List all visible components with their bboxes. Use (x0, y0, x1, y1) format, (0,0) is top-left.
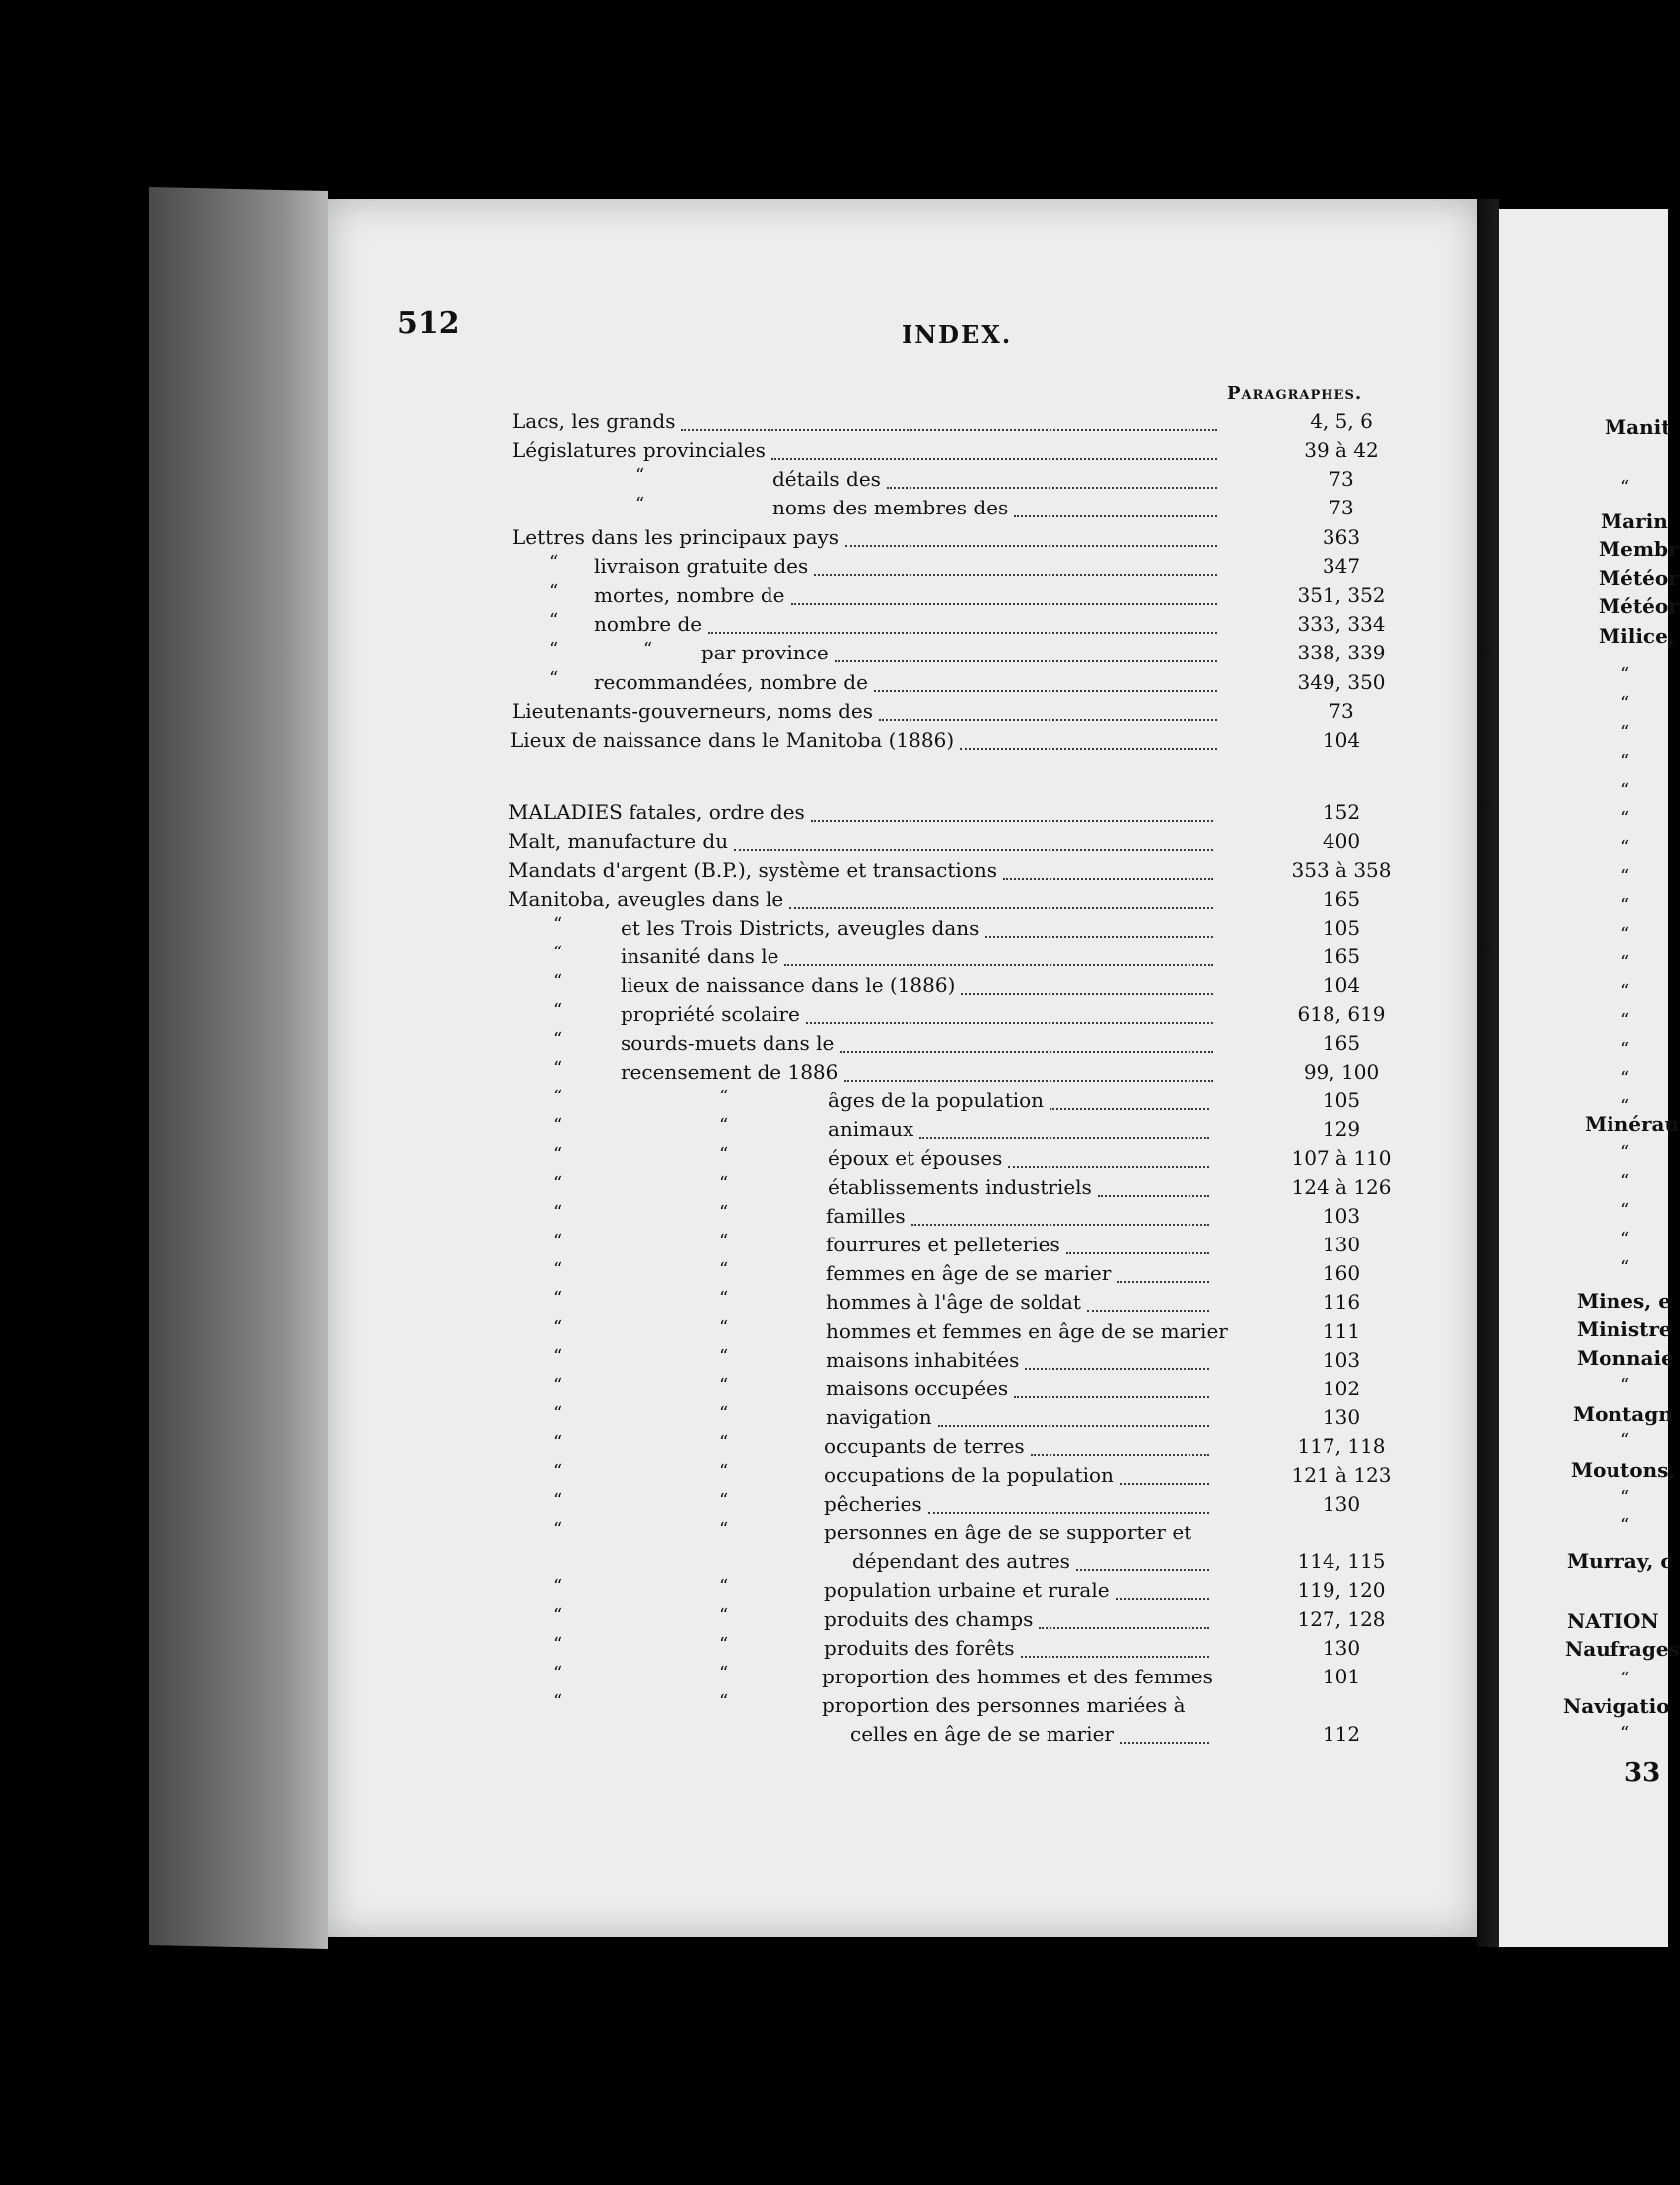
entry-paragraph-ref: 103 (1322, 1348, 1361, 1372)
ditto-mark: “ (1620, 895, 1630, 916)
index-entry (0, 1060, 1668, 1089)
entry-label: hommes à l'âge de soldat (826, 1290, 1081, 1314)
entry-paragraph-ref: 104 (1322, 973, 1361, 997)
leader-dots (734, 837, 1213, 851)
ditto-mark: “ (549, 639, 559, 659)
ditto-mark: “ (719, 1202, 729, 1223)
entry-label: sourds-muets dans le (621, 1031, 835, 1055)
leader-dots (1076, 1557, 1209, 1571)
index-entry (0, 641, 1668, 669)
page-number: 512 (397, 306, 460, 341)
entry-paragraph-ref: 165 (1322, 887, 1361, 911)
right-page-fragment: Montagn (1573, 1402, 1673, 1426)
leader-dots (811, 808, 1213, 822)
entry-label: produits des forêts (824, 1636, 1015, 1660)
right-page-fragment: Ministre (1577, 1317, 1672, 1341)
entry-label: proportion des personnes mariées à (822, 1693, 1186, 1717)
ditto-mark: “ (1620, 780, 1630, 801)
ditto-mark: “ (1620, 1487, 1630, 1508)
ditto-mark: “ (1620, 1515, 1630, 1535)
right-page-fragment: Minérau (1585, 1112, 1680, 1136)
index-entry (0, 1002, 1668, 1031)
entry-paragraph-ref: 333, 334 (1297, 612, 1386, 636)
ditto-mark: “ (553, 1029, 563, 1050)
ditto-mark: “ (553, 1605, 563, 1626)
right-page-fragment: Naufrages (1565, 1637, 1680, 1661)
entry-label: personnes en âge de se supporter et (824, 1521, 1192, 1544)
leader-dots (1003, 866, 1213, 880)
right-page-fragment: Manit (1605, 415, 1671, 439)
entry-label: navigation (826, 1405, 932, 1429)
ditto-mark: “ (553, 1576, 563, 1597)
leader-dots (835, 649, 1217, 662)
entry-paragraph-ref: 363 (1322, 525, 1361, 549)
index-entry (0, 1405, 1668, 1434)
entry-paragraph-ref: 121 à 123 (1291, 1463, 1392, 1487)
ditto-mark: “ (553, 1432, 563, 1453)
entry-label: âges de la population (828, 1089, 1045, 1112)
entry-label: établissements industriels (828, 1175, 1092, 1199)
ditto-mark: “ (1620, 1068, 1630, 1089)
entry-label: hommes et femmes en âge de se marier (826, 1319, 1228, 1343)
ditto-mark: “ (553, 914, 563, 935)
leader-dots (806, 1010, 1213, 1024)
index-entry (0, 858, 1668, 887)
index-entry (0, 438, 1668, 467)
leader-dots (911, 1212, 1209, 1226)
ditto-mark: “ (1620, 693, 1630, 714)
ditto-mark: “ (1620, 952, 1630, 973)
ditto-mark: “ (553, 1288, 563, 1309)
ditto-mark: “ (1620, 1669, 1630, 1689)
entry-paragraph-ref: 124 à 126 (1291, 1175, 1392, 1199)
ditto-mark: “ (719, 1317, 729, 1338)
leader-dots (708, 620, 1217, 634)
right-page-fragment: Membr (1599, 537, 1679, 561)
ditto-mark: “ (553, 1087, 563, 1107)
index-entry (0, 1089, 1668, 1117)
entry-paragraph-ref: 165 (1322, 945, 1361, 968)
entry-label: produits des champs (824, 1607, 1034, 1631)
entry-label: pêcheries (824, 1492, 922, 1516)
leader-dots (887, 475, 1217, 489)
leader-dots (961, 981, 1213, 995)
ditto-mark: “ (1620, 1171, 1630, 1192)
entry-label: époux et épouses (828, 1146, 1003, 1170)
leader-dots (1120, 1471, 1209, 1485)
entry-label: femmes en âge de se marier (826, 1261, 1112, 1285)
leader-dots (784, 952, 1213, 966)
ditto-mark: “ (553, 1000, 563, 1021)
entry-paragraph-ref: 400 (1322, 829, 1361, 853)
ditto-mark: “ (553, 1317, 563, 1338)
entry-label: maisons occupées (826, 1377, 1009, 1400)
ditto-mark: “ (1620, 1375, 1630, 1395)
ditto-mark: “ (553, 1663, 563, 1683)
leader-dots (771, 446, 1217, 460)
right-page-fragment: Moutons, (1571, 1458, 1676, 1482)
right-page-fragment: Murray, c (1567, 1549, 1673, 1573)
leader-dots (1066, 1240, 1209, 1254)
ditto-mark: “ (553, 1144, 563, 1165)
leader-dots (928, 1500, 1209, 1514)
entry-label: recommandées, nombre de (594, 670, 868, 694)
leader-dots (844, 1068, 1213, 1082)
ditto-mark: “ (719, 1490, 729, 1511)
leader-dots (1098, 1183, 1209, 1197)
index-entry (0, 670, 1668, 699)
index-entry (0, 1549, 1668, 1578)
right-page-fragment: Météor (1599, 566, 1679, 590)
entry-paragraph-ref: 152 (1322, 801, 1361, 824)
ditto-mark: “ (1620, 722, 1630, 743)
entry-paragraph-ref: 73 (1329, 699, 1354, 723)
column-heading: Paragraphes. (1227, 383, 1363, 404)
entry-label: Législatures provinciales (512, 438, 766, 462)
entry-paragraph-ref: 160 (1322, 1261, 1361, 1285)
index-entry (0, 612, 1668, 641)
ditto-mark: “ (553, 1346, 563, 1367)
leader-dots (681, 417, 1217, 431)
entry-paragraph-ref: 116 (1322, 1290, 1361, 1314)
right-page-fragment: Monnaie (1577, 1346, 1674, 1370)
entry-label: Lacs, les grands (512, 409, 676, 433)
right-page-fragment: 33 (1624, 1758, 1661, 1788)
index-entry (0, 1636, 1668, 1665)
entry-paragraph-ref: 103 (1322, 1204, 1361, 1228)
entry-label: insanité dans le (621, 945, 779, 968)
ditto-mark: “ (719, 1403, 729, 1424)
ditto-mark: “ (1620, 866, 1630, 887)
ditto-mark: “ (719, 1087, 729, 1107)
entry-paragraph-ref: 111 (1322, 1319, 1361, 1343)
ditto-mark: “ (719, 1576, 729, 1597)
entry-paragraph-ref: 107 à 110 (1291, 1146, 1392, 1170)
entry-paragraph-ref: 119, 120 (1297, 1578, 1386, 1602)
entry-label: celles en âge de se marier (850, 1722, 1114, 1746)
entry-paragraph-ref: 130 (1322, 1492, 1361, 1516)
entry-paragraph-ref: 117, 118 (1297, 1434, 1386, 1458)
ditto-mark: “ (719, 1605, 729, 1626)
leader-dots (1014, 504, 1217, 517)
entry-paragraph-ref: 105 (1322, 916, 1361, 940)
index-entry (0, 1117, 1668, 1146)
ditto-mark: “ (553, 1461, 563, 1482)
index-entry (0, 1348, 1668, 1377)
ditto-mark: “ (1620, 1723, 1630, 1744)
ditto-mark: “ (1620, 1430, 1630, 1451)
leader-dots (1008, 1154, 1209, 1168)
entry-label: population urbaine et rurale (824, 1578, 1110, 1602)
ditto-mark: “ (549, 552, 559, 573)
leader-dots (845, 533, 1217, 547)
leader-dots (1021, 1644, 1209, 1658)
ditto-mark: “ (553, 1058, 563, 1079)
ditto-mark: “ (643, 639, 653, 659)
right-page-fragment: Mines, e (1577, 1289, 1671, 1313)
ditto-mark: “ (1620, 1257, 1630, 1278)
entry-paragraph-ref: 130 (1322, 1636, 1361, 1660)
index-entry (0, 699, 1668, 728)
entry-label: mortes, nombre de (594, 583, 785, 607)
leader-dots (791, 591, 1218, 605)
entry-label: lieux de naissance dans le (1886) (621, 973, 956, 997)
entry-paragraph-ref: 73 (1329, 467, 1354, 491)
index-entry (0, 887, 1668, 916)
ditto-mark: “ (1620, 837, 1630, 858)
ditto-mark: “ (553, 1202, 563, 1223)
ditto-mark: “ (553, 1634, 563, 1655)
running-head: INDEX. (902, 320, 1013, 349)
entry-label: Malt, manufacture du (508, 829, 729, 853)
entry-label: livraison gratuite des (594, 554, 809, 578)
index-entry (0, 409, 1671, 439)
entry-label: animaux (828, 1117, 914, 1141)
leader-dots (814, 562, 1217, 576)
entry-paragraph-ref: 338, 339 (1297, 641, 1386, 664)
index-entry (0, 583, 1668, 612)
index-entry (0, 467, 1668, 496)
ditto-mark: “ (553, 1490, 563, 1511)
entry-paragraph-ref: 353 à 358 (1291, 858, 1392, 882)
entry-label: maisons inhabitées (826, 1348, 1020, 1372)
ditto-mark: “ (719, 1115, 729, 1136)
ditto-mark: “ (719, 1519, 729, 1539)
index-entry (0, 1665, 1668, 1693)
ditto-mark: “ (1620, 808, 1630, 829)
ditto-mark: “ (1620, 477, 1630, 498)
ditto-mark: “ (1620, 981, 1630, 1002)
index-entry (0, 1463, 1668, 1492)
ditto-mark: “ (719, 1144, 729, 1165)
ditto-mark: “ (1620, 1229, 1630, 1249)
entry-label: Lieux de naissance dans le Manitoba (1886) (510, 728, 955, 752)
index-entry (0, 1204, 1668, 1233)
entry-label: proportion des hommes et des femmes (822, 1665, 1213, 1688)
entry-paragraph-ref: 165 (1322, 1031, 1361, 1055)
entry-paragraph-ref: 112 (1322, 1722, 1361, 1746)
ditto-mark: “ (553, 1403, 563, 1424)
entry-label: MALADIES fatales, ordre des (508, 801, 805, 824)
ditto-mark: “ (635, 494, 645, 514)
entry-label: occupants de terres (824, 1434, 1025, 1458)
leader-dots (1116, 1586, 1209, 1600)
right-page-fragment: Milice, (1599, 624, 1675, 648)
entry-label: nombre de (594, 612, 703, 636)
ditto-mark: “ (553, 1691, 563, 1712)
index-entry (0, 973, 1668, 1002)
ditto-mark: “ (553, 1375, 563, 1395)
index-entry (0, 1146, 1668, 1175)
leader-dots (1120, 1730, 1209, 1744)
right-page-fragment: NATION (1567, 1609, 1659, 1633)
right-page-fragment: Navigatio (1563, 1694, 1670, 1718)
ditto-mark: “ (1620, 1010, 1630, 1031)
leader-dots (874, 678, 1217, 692)
entry-paragraph-ref: 102 (1322, 1377, 1361, 1400)
entry-label: Lettres dans les principaux pays (512, 525, 840, 549)
leader-dots (840, 1039, 1213, 1053)
ditto-mark: “ (1620, 1200, 1630, 1221)
entry-label: fourrures et pelleteries (826, 1233, 1060, 1256)
index-entry (0, 1722, 1668, 1751)
entry-label: recensement de 1886 (621, 1060, 839, 1084)
ditto-mark: “ (553, 1259, 563, 1280)
leader-dots (879, 707, 1217, 721)
ditto-mark: “ (719, 1691, 729, 1712)
index-entry (0, 1521, 1668, 1549)
index-entry (0, 1319, 1668, 1348)
entry-paragraph-ref: 618, 619 (1297, 1002, 1386, 1026)
leader-dots (1039, 1615, 1209, 1629)
right-page-fragment: Météor (1599, 594, 1679, 618)
entry-paragraph-ref: 73 (1329, 496, 1354, 519)
entry-paragraph-ref: 39 à 42 (1304, 438, 1379, 462)
ditto-mark: “ (1620, 1096, 1630, 1117)
leader-dots (919, 1125, 1209, 1139)
leader-dots (1087, 1298, 1209, 1312)
ditto-mark: “ (549, 668, 559, 689)
index-entry (0, 1031, 1668, 1060)
ditto-mark: “ (719, 1663, 729, 1683)
entry-label: dépendant des autres (852, 1549, 1070, 1573)
ditto-mark: “ (719, 1634, 729, 1655)
index-entry (0, 1175, 1668, 1204)
entry-label: occupations de la population (824, 1463, 1114, 1487)
entry-label: noms des membres des (772, 496, 1009, 519)
ditto-mark: “ (719, 1259, 729, 1280)
ditto-mark: “ (553, 1231, 563, 1251)
entry-paragraph-ref: 99, 100 (1303, 1060, 1380, 1084)
ditto-mark: “ (719, 1231, 729, 1251)
ditto-mark: “ (1620, 1039, 1630, 1060)
leader-dots (960, 736, 1217, 750)
index-entry (0, 916, 1668, 945)
index-entry (0, 1434, 1668, 1463)
entry-paragraph-ref: 129 (1322, 1117, 1361, 1141)
index-entry (0, 945, 1668, 973)
ditto-mark: “ (1620, 1142, 1630, 1163)
index-entry (0, 525, 1668, 554)
leader-dots (1050, 1096, 1209, 1110)
entry-label: Lieutenants-gouverneurs, noms des (512, 699, 873, 723)
index-entry (0, 1492, 1668, 1521)
ditto-mark: “ (719, 1288, 729, 1309)
index-entry (0, 1693, 1668, 1722)
ditto-mark: “ (719, 1432, 729, 1453)
entry-paragraph-ref: 130 (1322, 1233, 1361, 1256)
ditto-mark: “ (1620, 924, 1630, 945)
leader-dots (938, 1413, 1209, 1427)
leader-dots (1025, 1356, 1209, 1370)
leader-dots (1117, 1269, 1209, 1283)
entry-paragraph-ref: 105 (1322, 1089, 1361, 1112)
ditto-mark: “ (719, 1461, 729, 1482)
entry-paragraph-ref: 130 (1322, 1405, 1361, 1429)
entry-label: familles (826, 1204, 906, 1228)
index-entry (0, 1233, 1668, 1261)
index-entry (0, 829, 1668, 858)
index-entry (0, 1290, 1668, 1319)
index-entry (0, 801, 1668, 829)
ditto-mark: “ (1620, 664, 1630, 685)
right-page-fragment: Marin (1601, 510, 1668, 533)
entry-label: détails des (772, 467, 881, 491)
index-entry (0, 1578, 1668, 1607)
entry-label: et les Trois Districts, aveugles dans (621, 916, 980, 940)
ditto-mark: “ (553, 1115, 563, 1136)
entry-paragraph-ref: 4, 5, 6 (1310, 409, 1373, 433)
entry-paragraph-ref: 351, 352 (1297, 583, 1386, 607)
entry-paragraph-ref: 349, 350 (1297, 670, 1386, 694)
index-entry (0, 554, 1668, 583)
ditto-mark: “ (719, 1375, 729, 1395)
entry-paragraph-ref: 104 (1322, 728, 1361, 752)
leader-dots (1014, 1384, 1209, 1398)
ditto-mark: “ (1620, 751, 1630, 772)
ditto-mark: “ (553, 1519, 563, 1539)
ditto-mark: “ (549, 610, 559, 631)
ditto-mark: “ (549, 581, 559, 602)
ditto-mark: “ (635, 465, 645, 486)
index-entry (0, 1607, 1668, 1636)
leader-dots (1031, 1442, 1209, 1456)
entry-label: par province (701, 641, 829, 664)
index-entry (0, 728, 1668, 757)
ditto-mark: “ (719, 1173, 729, 1194)
entry-paragraph-ref: 347 (1322, 554, 1361, 578)
leader-dots (789, 895, 1213, 909)
entry-label: Manitoba, aveugles dans le (508, 887, 784, 911)
entry-paragraph-ref: 101 (1322, 1665, 1361, 1688)
index-entry (0, 496, 1668, 524)
entry-paragraph-ref: 127, 128 (1297, 1607, 1386, 1631)
leader-dots (985, 924, 1213, 938)
entry-label: Mandats d'argent (B.P.), système et transactions (508, 858, 998, 882)
ditto-mark: “ (553, 943, 563, 963)
index-entry (0, 1377, 1668, 1405)
ditto-mark: “ (719, 1346, 729, 1367)
entry-label: propriété scolaire (621, 1002, 800, 1026)
entry-paragraph-ref: 114, 115 (1297, 1549, 1386, 1573)
ditto-mark: “ (553, 1173, 563, 1194)
index-entry (0, 1261, 1668, 1290)
ditto-mark: “ (553, 971, 563, 992)
